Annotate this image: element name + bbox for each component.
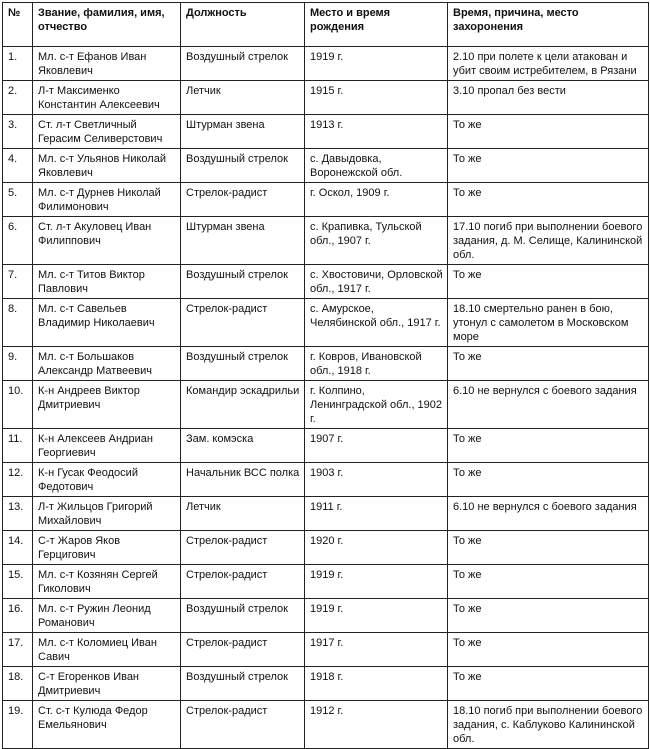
cell-num: 3. bbox=[3, 115, 33, 149]
cell-birth: 1912 г. bbox=[305, 701, 448, 749]
cell-position: Воздушный стрелок bbox=[181, 599, 305, 633]
cell-name: Мл. с-т Дурнев Николай Филимонович bbox=[33, 183, 181, 217]
cell-num: 5. bbox=[3, 183, 33, 217]
cell-birth: 1920 г. bbox=[305, 531, 448, 565]
cell-position: Зам. комэска bbox=[181, 429, 305, 463]
table-row bbox=[3, 381, 649, 429]
cell-num: 14. bbox=[3, 531, 33, 565]
cell-fate: 2.10 при полете к цели атакован и убит своим истребителем, в Рязани bbox=[448, 47, 649, 81]
cell-birth: 1907 г. bbox=[305, 429, 448, 463]
cell-name: Мл. с-т Ефанов Иван Яковлевич bbox=[33, 47, 181, 81]
cell-birth: 1919 г. bbox=[305, 599, 448, 633]
cell-position: Летчик bbox=[181, 497, 305, 531]
cell-birth: 1919 г. bbox=[305, 565, 448, 599]
cell-fate: 3.10 пропал без вести bbox=[448, 81, 649, 115]
cell-birth: 1915 г. bbox=[305, 81, 448, 115]
table-row bbox=[3, 115, 649, 149]
cell-fate: То же bbox=[448, 599, 649, 633]
cell-num: 6. bbox=[3, 217, 33, 265]
cell-birth: 1919 г. bbox=[305, 47, 448, 81]
table-row bbox=[3, 217, 649, 265]
cell-name: Мл. с-т Большаков Александр Матвеевич bbox=[33, 347, 181, 381]
cell-position: Летчик bbox=[181, 81, 305, 115]
cell-position: Воздушный стрелок bbox=[181, 667, 305, 701]
table-row bbox=[3, 429, 649, 463]
cell-num: 18. bbox=[3, 667, 33, 701]
cell-position: Воздушный стрелок bbox=[181, 265, 305, 299]
cell-name: Ст. с-т Кулюда Федор Емельянович bbox=[33, 701, 181, 749]
table-row bbox=[3, 347, 649, 381]
cell-birth: 1903 г. bbox=[305, 463, 448, 497]
cell-fate: То же bbox=[448, 531, 649, 565]
table-row bbox=[3, 149, 649, 183]
table-row bbox=[3, 497, 649, 531]
cell-position: Стрелок-радист bbox=[181, 633, 305, 667]
cell-position: Воздушный стрелок bbox=[181, 149, 305, 183]
cell-name: С-т Егоренков Иван Дмитриевич bbox=[33, 667, 181, 701]
cell-fate: 17.10 погиб при выполнении боевого задания, д. М. Селище, Калининской обл. bbox=[448, 217, 649, 265]
cell-fate: То же bbox=[448, 115, 649, 149]
cell-position: Стрелок-радист bbox=[181, 183, 305, 217]
table-row bbox=[3, 701, 649, 749]
cell-birth: с. Амурское, Челябинской обл., 1917 г. bbox=[305, 299, 448, 347]
table-row bbox=[3, 633, 649, 667]
cell-birth: 1913 г. bbox=[305, 115, 448, 149]
table-row bbox=[3, 47, 649, 81]
cell-num: 7. bbox=[3, 265, 33, 299]
cell-position: Стрелок-радист bbox=[181, 701, 305, 749]
table-row bbox=[3, 463, 649, 497]
cell-position: Штурман звена bbox=[181, 115, 305, 149]
cell-fate: 6.10 не вернулся с боевого задания bbox=[448, 381, 649, 429]
cell-fate: То же bbox=[448, 633, 649, 667]
cell-name: К-н Андреев Виктор Дмитриевич bbox=[33, 381, 181, 429]
cell-fate: То же bbox=[448, 463, 649, 497]
cell-name: Л-т Максименко Константин Алексеевич bbox=[33, 81, 181, 115]
cell-birth: с. Давыдовка, Воронежской обл. bbox=[305, 149, 448, 183]
cell-position: Воздушный стрелок bbox=[181, 47, 305, 81]
cell-name: Ст. л-т Акуловец Иван Филиппович bbox=[33, 217, 181, 265]
cell-fate: 18.10 смертельно ранен в бою, утонул с самолетом в Московском море bbox=[448, 299, 649, 347]
cell-name: Мл. с-т Козянян Сергей Гиколович bbox=[33, 565, 181, 599]
table-row bbox=[3, 667, 649, 701]
cell-fate: 18.10 погиб при выполнении боевого задания, с. Каблуково Калининской обл. bbox=[448, 701, 649, 749]
cell-position: Командир эскадрильи bbox=[181, 381, 305, 429]
cell-num: 1. bbox=[3, 47, 33, 81]
cell-name: Ст. л-т Светличный Герасим Селиверстович bbox=[33, 115, 181, 149]
cell-birth: г. Колпино, Ленинградской обл., 1902 г. bbox=[305, 381, 448, 429]
cell-num: 19. bbox=[3, 701, 33, 749]
table-row bbox=[3, 565, 649, 599]
cell-birth: 1917 г. bbox=[305, 633, 448, 667]
cell-fate: То же bbox=[448, 347, 649, 381]
header-birth: Место и время рождения bbox=[305, 3, 448, 47]
cell-fate: То же bbox=[448, 667, 649, 701]
cell-name: Л-т Жильцов Григорий Михайлович bbox=[33, 497, 181, 531]
cell-position: Штурман звена bbox=[181, 217, 305, 265]
cell-num: 9. bbox=[3, 347, 33, 381]
cell-name: Мл. с-т Савельев Владимир Николаевич bbox=[33, 299, 181, 347]
cell-birth: г. Оскол, 1909 г. bbox=[305, 183, 448, 217]
table-header-row bbox=[3, 3, 649, 47]
cell-name: С-т Жаров Яков Герцигович bbox=[33, 531, 181, 565]
cell-name: Мл. с-т Коломиец Иван Савич bbox=[33, 633, 181, 667]
cell-birth: 1911 г. bbox=[305, 497, 448, 531]
cell-birth: г. Ковров, Ивановской обл., 1918 г. bbox=[305, 347, 448, 381]
table-row bbox=[3, 531, 649, 565]
cell-num: 16. bbox=[3, 599, 33, 633]
cell-num: 8. bbox=[3, 299, 33, 347]
cell-fate: То же bbox=[448, 183, 649, 217]
table-row bbox=[3, 81, 649, 115]
header-fate: Время, причина, место захоронения bbox=[448, 3, 649, 47]
cell-num: 11. bbox=[3, 429, 33, 463]
cell-position: Стрелок-радист bbox=[181, 531, 305, 565]
cell-fate: То же bbox=[448, 265, 649, 299]
casualty-table bbox=[2, 2, 649, 749]
cell-num: 2. bbox=[3, 81, 33, 115]
cell-fate: 6.10 не вернулся с боевого задания bbox=[448, 497, 649, 531]
cell-num: 17. bbox=[3, 633, 33, 667]
cell-num: 4. bbox=[3, 149, 33, 183]
cell-position: Воздушный стрелок bbox=[181, 347, 305, 381]
cell-position: Стрелок-радист bbox=[181, 299, 305, 347]
cell-fate: То же bbox=[448, 149, 649, 183]
cell-num: 15. bbox=[3, 565, 33, 599]
cell-name: К-н Алексеев Андриан Георгиевич bbox=[33, 429, 181, 463]
table-row bbox=[3, 265, 649, 299]
cell-position: Начальник ВСС полка bbox=[181, 463, 305, 497]
table-row bbox=[3, 183, 649, 217]
cell-num: 13. bbox=[3, 497, 33, 531]
cell-birth: с. Хвостовичи, Орловской обл., 1917 г. bbox=[305, 265, 448, 299]
cell-name: Мл. с-т Ружин Леонид Романович bbox=[33, 599, 181, 633]
cell-fate: То же bbox=[448, 429, 649, 463]
cell-num: 12. bbox=[3, 463, 33, 497]
cell-birth: с. Крапивка, Тульской обл., 1907 г. bbox=[305, 217, 448, 265]
cell-position: Стрелок-радист bbox=[181, 565, 305, 599]
cell-num: 10. bbox=[3, 381, 33, 429]
header-name: Звание, фамилия, имя, отчество bbox=[33, 3, 181, 47]
cell-fate: То же bbox=[448, 565, 649, 599]
cell-name: К-н Гусак Феодосий Федотович bbox=[33, 463, 181, 497]
header-num: № bbox=[3, 3, 33, 47]
table-row bbox=[3, 599, 649, 633]
cell-name: Мл. с-т Ульянов Николай Яковлевич bbox=[33, 149, 181, 183]
cell-name: Мл. с-т Титов Виктор Павлович bbox=[33, 265, 181, 299]
header-position: Должность bbox=[181, 3, 305, 47]
table-row bbox=[3, 299, 649, 347]
cell-birth: 1918 г. bbox=[305, 667, 448, 701]
